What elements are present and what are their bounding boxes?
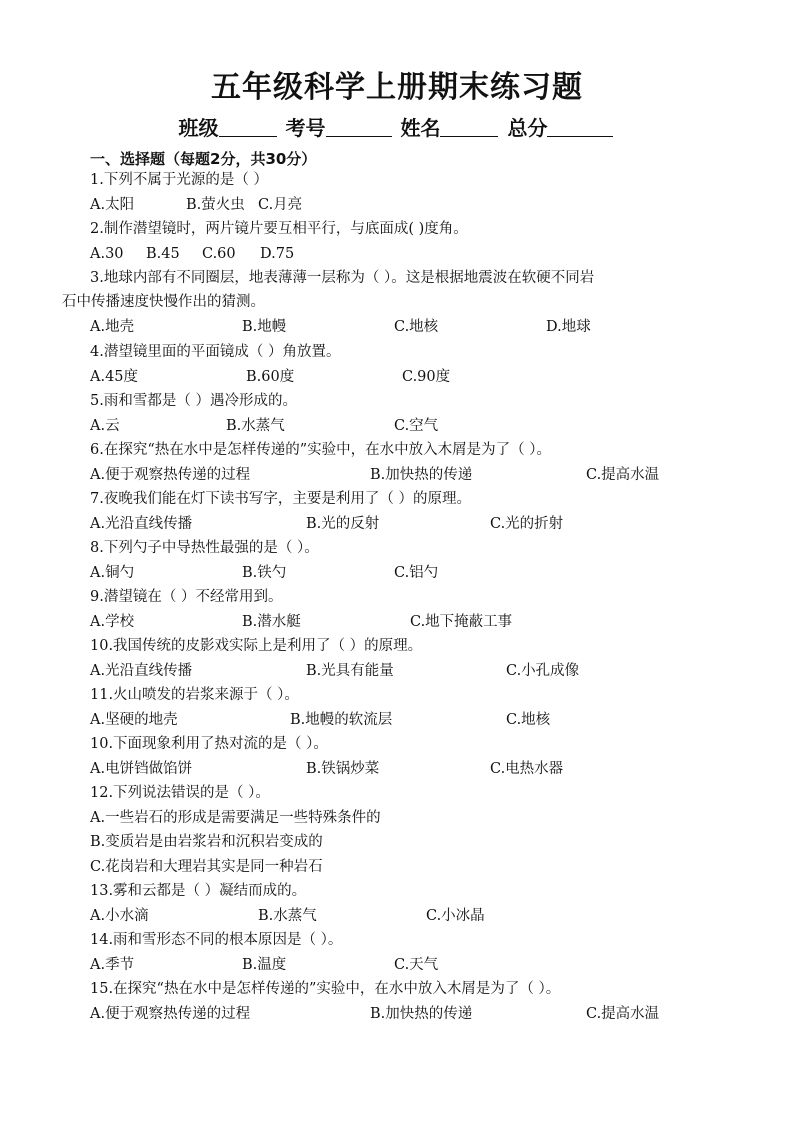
q4-option-a: A.45度 [90, 369, 139, 385]
q6-option-c: C.提高水温 [586, 467, 660, 483]
q8-option-b: B.铁勺 [242, 565, 287, 581]
q10b-option-a: A.电饼铛做馅饼 [90, 761, 193, 777]
question-13: 13.雾和云都是（ ）凝结而成的。 [90, 883, 307, 899]
question-10b: 10.下面现象利用了热对流的是（ ）。 [90, 736, 328, 752]
q6-option-a: A.便于观察热传递的过程 [90, 467, 251, 483]
q11-option-b: B.地幔的软流层 [290, 712, 393, 728]
q12-option-b: B.变质岩是由岩浆岩和沉积岩变成的 [90, 834, 323, 850]
q2-option-a: A.30 [90, 246, 124, 262]
q8-option-a: A.铜勺 [90, 565, 135, 581]
q15-option-a: A.便于观察热传递的过程 [90, 1006, 251, 1022]
exam-no-blank[interactable] [326, 118, 392, 137]
q5-option-c: C.空气 [394, 418, 439, 434]
q8-option-c: C.铝勺 [394, 565, 439, 581]
question-1: 1.下列不属于光源的是（ ） [90, 172, 268, 188]
q15-option-c: C.提高水温 [586, 1006, 660, 1022]
q4-option-c: C.90度 [402, 369, 451, 385]
q5-option-a: A.云 [90, 418, 120, 434]
question-4: 4.潜望镜里面的平面镜成（ ）角放置。 [90, 344, 341, 360]
q3-option-d: D.地球 [546, 319, 591, 335]
question-3-cont: 石中传播速度快慢作出的猜测。 [62, 294, 265, 310]
score-blank[interactable] [547, 118, 613, 137]
q10b-option-b: B.铁锅炒菜 [306, 761, 380, 777]
q10-option-b: B.光具有能量 [306, 663, 394, 679]
q14-option-b: B.温度 [242, 957, 287, 973]
q15-option-b: B.加快热的传递 [370, 1006, 473, 1022]
q13-option-b: B.水蒸气 [258, 908, 317, 924]
q2-option-c: C.60 [202, 246, 236, 262]
q10-option-a: A.光沿直线传播 [90, 663, 193, 679]
q2-option-b: B.45 [146, 246, 180, 262]
q9-option-b: B.潜水艇 [242, 614, 301, 630]
class-label: 班级 [178, 116, 219, 140]
question-7: 7.夜晚我们能在灯下读书写字，主要是利用了（ ）的原理。 [90, 491, 471, 507]
q1-option-c: C.月亮 [258, 197, 303, 213]
name-blank[interactable] [440, 118, 498, 137]
q12-option-c: C.花岗岩和大理岩其实是同一种岩石 [90, 859, 323, 875]
question-6: 6.在探究“热在水中是怎样传递的”实验中，在水中放入木屑是为了（ ）。 [90, 442, 552, 458]
question-3: 3.地球内部有不同圈层，地表薄薄一层称为（ ）。这是根据地震波在软硬不同岩 [90, 270, 595, 286]
class-blank[interactable] [219, 118, 277, 137]
exam-no-label: 考号 [285, 116, 326, 140]
question-2: 2.制作潜望镜时，两片镜片要互相平行，与底面成( )度角。 [90, 221, 468, 237]
q7-option-c: C.光的折射 [490, 516, 564, 532]
student-info-line [0, 112, 794, 141]
q2-option-d: D.75 [260, 246, 295, 262]
q11-option-a: A.坚硬的地壳 [90, 712, 178, 728]
q11-option-c: C.地核 [506, 712, 551, 728]
question-5: 5.雨和雪都是（ ）遇冷形成的。 [90, 393, 297, 409]
score-label: 总分 [507, 116, 548, 140]
question-11: 11.火山喷发的岩浆来源于（ ）。 [90, 687, 299, 703]
q14-option-c: C.天气 [394, 957, 439, 973]
q4-option-b: B.60度 [246, 369, 295, 385]
q14-option-a: A.季节 [90, 957, 135, 973]
q13-option-c: C.小冰晶 [426, 908, 485, 924]
question-15: 15.在探究“热在水中是怎样传递的”实验中，在水中放入木屑是为了（ ）。 [90, 981, 561, 997]
question-8: 8.下列勺子中导热性最强的是（ ）。 [90, 540, 319, 556]
q1-option-b: B.萤火虫 [186, 197, 245, 213]
q7-option-b: B.光的反射 [306, 516, 380, 532]
section-heading: 一、选择题（每题2分，共30分） [90, 150, 317, 168]
q7-option-a: A.光沿直线传播 [90, 516, 193, 532]
q3-option-b: B.地幔 [242, 319, 287, 335]
question-10: 10.我国传统的皮影戏实际上是利用了（ ）的原理。 [90, 638, 423, 654]
q10b-option-c: C.电热水器 [490, 761, 564, 777]
q13-option-a: A.小水滴 [90, 908, 149, 924]
q1-option-a: A.太阳 [90, 197, 135, 213]
q9-option-a: A.学校 [90, 614, 135, 630]
q6-option-b: B.加快热的传递 [370, 467, 473, 483]
question-14: 14.雨和雪形态不同的根本原因是（ ）。 [90, 932, 343, 948]
q5-option-b: B.水蒸气 [226, 418, 285, 434]
q12-option-a: A.一些岩石的形成是需要满足一些特殊条件的 [90, 810, 381, 826]
name-label: 姓名 [400, 116, 441, 140]
q3-option-a: A.地壳 [90, 319, 135, 335]
page-title: 五年级科学上册期末练习题 [211, 70, 583, 105]
q10-option-c: C.小孔成像 [506, 663, 580, 679]
question-9: 9.潜望镜在（ ）不经常用到。 [90, 589, 283, 605]
q3-option-c: C.地核 [394, 319, 439, 335]
question-12: 12.下列说法错误的是（ ）。 [90, 785, 270, 801]
q9-option-c: C.地下掩蔽工事 [410, 614, 513, 630]
